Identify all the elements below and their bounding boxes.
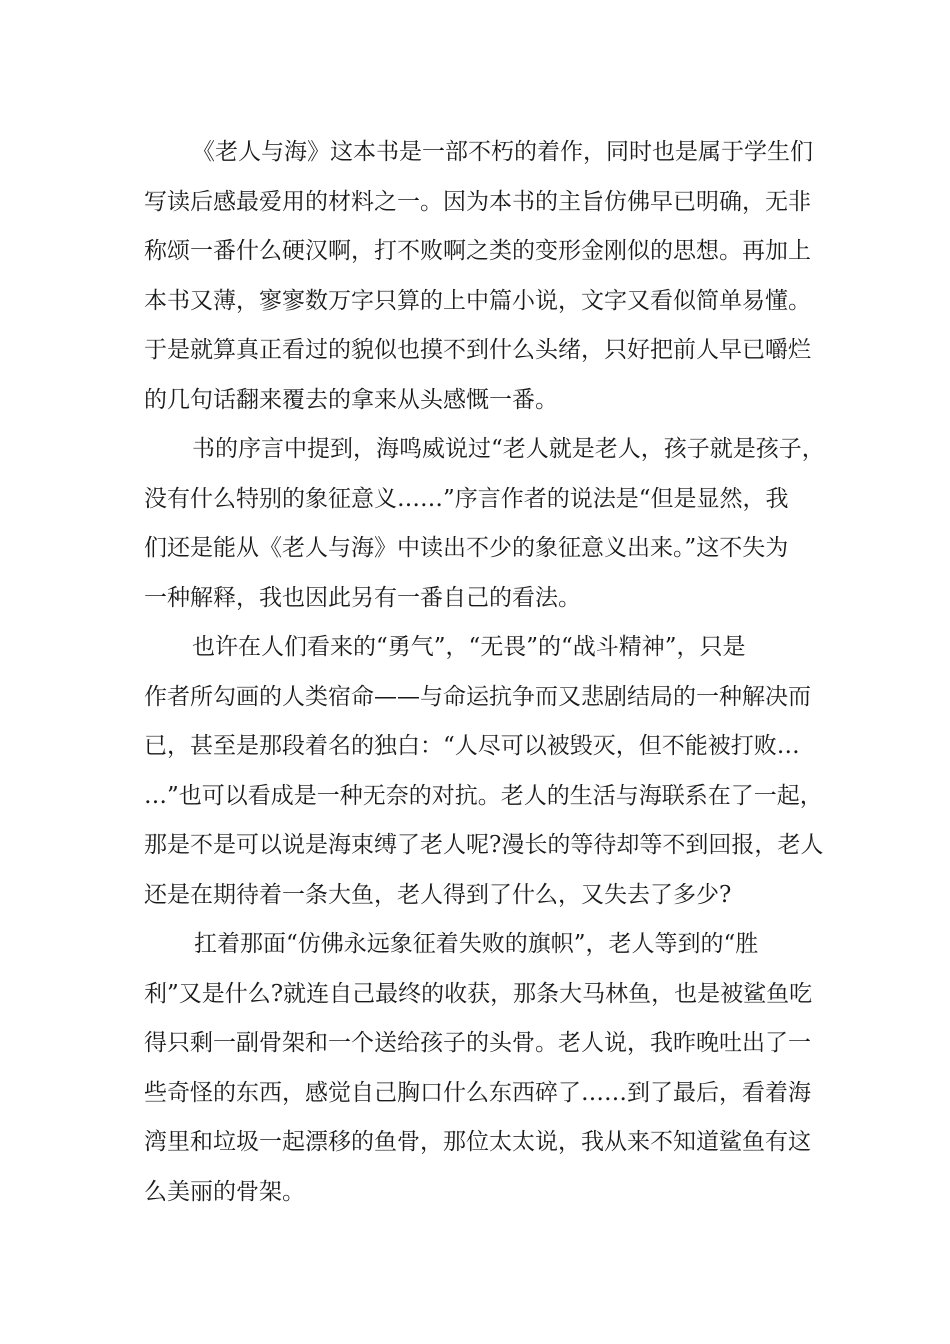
text-line: …”也可以看成是一种无奈的对抗。老人的生活与海联系在了一起， [144, 782, 823, 809]
paragraph-3 [144, 623, 824, 920]
text-line: 称颂一番什么硬汉啊，打不败啊之类的变形金刚似的思想。再加上 [144, 238, 811, 264]
text-line: 得只剩一副骨架和一个送给孩子的头骨。老人说，我昨晚吐出了一 [144, 1030, 811, 1056]
text-line: 还是在期待着一条大鱼，老人得到了什么，又失去了多少? [144, 881, 732, 908]
text-line: 湾里和垃圾一起漂移的鱼骨，那位太太说，我从来不知道鲨鱼有这 [144, 1129, 811, 1155]
text-line: 的几句话翻来覆去的拿来从头感慨一番。 [144, 386, 558, 413]
text-line: 利”又是什么?就连自己最终的收获，那条大马林鱼，也是被鲨鱼吃 [144, 980, 813, 1007]
text-line: 《老人与海》这本书是一部不朽的着作，同时也是属于学生们 [192, 139, 813, 165]
text-line: 没有什么特别的象征意义……”序言作者的说法是“但是显然，我 [144, 485, 789, 512]
paragraph-4 [144, 920, 812, 1217]
document-body [144, 128, 825, 1217]
paragraph-1 [144, 128, 812, 425]
text-line: 作者所勾画的人类宿命——与命运抗争而又悲剧结局的一种解决而 [144, 683, 811, 710]
text-line: 写读后感最爱用的材料之一。因为本书的主旨仿佛早已明确，无非 [144, 188, 811, 215]
text-line: 本书又薄，寥寥数万字只算的上中篇小说，文字又看似简单易懂。 [144, 287, 811, 314]
text-line: 于是就算真正看过的貌似也摸不到什么头绪，只好把前人早已嚼烂 [144, 337, 811, 363]
text-line: 么美丽的骨架。 [144, 1178, 305, 1205]
text-line: 书的序言中提到，海鸣威说过“老人就是老人，孩子就是孩子， [192, 436, 825, 462]
text-line: 那是不是可以说是海束缚了老人呢?漫长的等待却等不到回报，老人 [144, 832, 824, 858]
text-line: 们还是能从《老人与海》中读出不少的象征意义出来。”这不失为 [144, 535, 789, 561]
text-line: 已，甚至是那段着名的独白：“人尽可以被毁灭，但不能被打败… [144, 733, 800, 759]
text-line: 些奇怪的东西，感觉自己胸口什么东西碎了……到了最后，看着海 [144, 1079, 811, 1106]
text-line: 扛着那面“仿佛永远象征着失败的旗帜”，老人等到的“胜 [194, 931, 759, 957]
paragraph-2 [144, 425, 825, 623]
text-line: 也许在人们看来的“勇气”，“无畏”的“战斗精神”，只是 [192, 634, 746, 660]
text-line: 一种解释，我也因此另有一番自己的看法。 [144, 584, 581, 611]
